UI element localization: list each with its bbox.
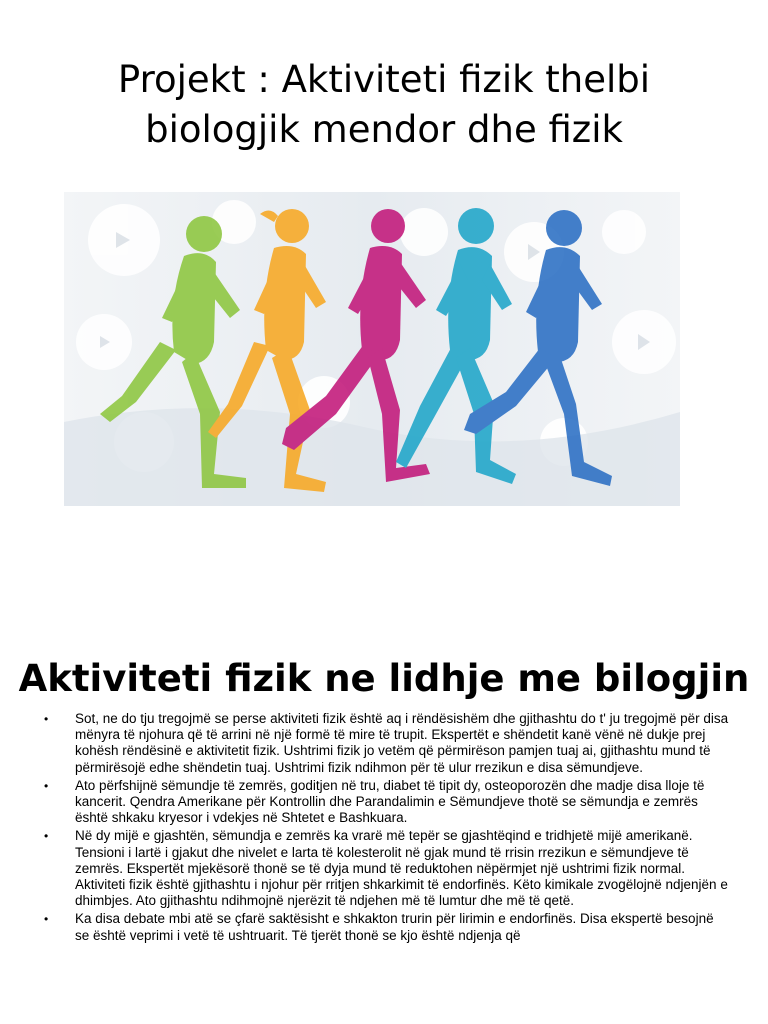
section-title: Aktiviteti fizik ne lidhje me bilogjin bbox=[18, 656, 750, 700]
bullet-text: Sot, ne do tju tregojmë se perse aktiviteti fizik është aq i rëndësishëm dhe gjithashtu do t' ju tregojmë për disa mënyra të njohura që të arrini në një formë të mire të trupit. Ekspertët e shëndetit kanë vënë në dukje prej kohësh rëndësinë e aktivitetit fizik. Ushtrimi fizik jo vetëm që përmirëson pamjen tuaj ai, gjithashtu mund të përmirësojë edhe shëndetin tuaj. Ushtrimi fizik ndihmon për të ulur rrezikun e disa sëmundjeve. bbox=[75, 711, 729, 775]
running-people-illustration bbox=[64, 192, 680, 506]
bullet-marker: • bbox=[44, 829, 49, 844]
bullet-marker: • bbox=[44, 912, 49, 927]
bullet-item bbox=[40, 778, 730, 827]
running-people-icon bbox=[64, 192, 680, 506]
bullet-text: Ka disa debate mbi atë se çfarë saktësisht e shkakton trurin për lirimin e endorfinës. Disa ekspertë besojnë se është veprimi i vetë të ushtruarit. Të tjerët thonë se kjo është ndjenja që bbox=[75, 911, 714, 943]
slide-title-line-2: biologjik mendor dhe fizik bbox=[145, 107, 623, 151]
slide-title bbox=[0, 55, 768, 155]
slide-title-line-1: Projekt : Aktiviteti fizik thelbi bbox=[117, 57, 651, 101]
bullet-list bbox=[40, 711, 730, 946]
bullet-item bbox=[40, 911, 730, 943]
bullet-marker: • bbox=[44, 712, 49, 726]
bullet-text: Ato përfshijnë sëmundje të zemrës, goditjen në tru, diabet të tipit dy, osteoporozën dhe madje disa lloje të kancerit. Qendra Amerikane për Kontrollin dhe Parandalimin e Sëmundjeve thotë se sëmundja e zemrës është shkaku kryesor i vdekjes në Shtetet e Bashkuara. bbox=[75, 777, 705, 826]
bullet-item bbox=[40, 828, 730, 909]
bullet-item bbox=[40, 711, 730, 776]
bullet-text: Në dy mijë e gjashtën, sëmundja e zemrës ka vrarë më tepër se gjashtëqind e tridhjetë mijë amerikanë. Tensioni i lartë i gjakut dhe nivelet e larta të kolesterolit në gjak mund të rrisin rrezikun e sëmundjeve të zemrës. Ekspertët mjekësorë thonë se të dyja mund të reduktohen nëpërmjet një ushtrimi fizik normal. Aktiviteti fizik është gjithashtu i njohur për rritjen shkarkimit të endorfinës. Këto kimikale zvogëlojnë ndjenjën e dhimbjes. Ato gjithashtu ndihmojnë njerëzit të ndjehen më të lumtur dhe më të qetë. bbox=[75, 828, 728, 909]
bullet-marker: • bbox=[44, 778, 49, 793]
